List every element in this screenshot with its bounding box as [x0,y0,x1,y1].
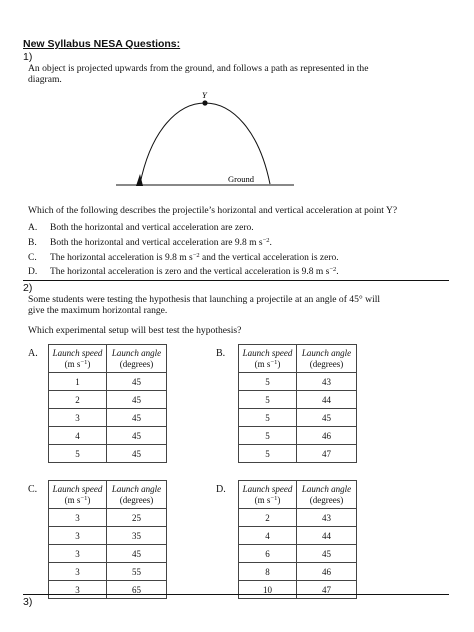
table-row [239,427,357,445]
question-2-stem-line-2: give the maximum horizontal range. [28,305,168,316]
speed-cell: 4 [49,427,107,445]
speed-cell: 3 [49,409,107,427]
angle-cell: 47 [297,581,357,599]
divider-q1-q2 [23,280,449,281]
table-row [239,409,357,427]
table-c [48,480,167,599]
table-row [239,527,357,545]
angle-cell: 45 [107,373,167,391]
speed-cell: 5 [239,445,297,463]
table-row [49,563,167,581]
table-header-row [49,345,167,373]
speed-cell: 3 [49,527,107,545]
header-launch-speed: Launch speed (m $s^{-1}$) [239,345,297,373]
header-launch-angle: Launch angle (degrees) [297,345,357,373]
question-2-number: 2) [23,282,33,294]
option-a-letter: A. [28,223,38,233]
table-header-row [239,481,357,509]
angle-cell: 25 [107,509,167,527]
table-row [49,445,167,463]
table-a-label: A. [28,348,38,359]
speed-cell: 5 [49,445,107,463]
speed-cell: 8 [239,563,297,581]
header-launch-angle: Launch angle (degrees) [107,481,167,509]
table-a [48,344,167,463]
question-2-prompt: Which experimental setup will best test the hypothesis? [28,325,242,336]
angle-cell: 46 [297,563,357,581]
speed-cell: 3 [49,563,107,581]
header-launch-angle: Launch angle (degrees) [107,345,167,373]
option-b-text: Both the horizontal and vertical acceleration are 9.8 m $s^{-2}$. [50,237,272,248]
angle-cell: 35 [107,527,167,545]
table-c-label: C. [28,484,38,495]
table-header-row [239,345,357,373]
angle-cell: 45 [297,409,357,427]
angle-cell: 45 [107,427,167,445]
projectile-trajectory [140,103,270,184]
angle-cell: 47 [297,445,357,463]
angle-cell: 43 [297,373,357,391]
table-row [239,563,357,581]
question-1-number: 1) [23,51,33,63]
table-row [49,409,167,427]
angle-cell: 45 [107,545,167,563]
speed-cell: 3 [49,545,107,563]
speed-cell: 10 [239,581,297,599]
option-b-letter: B. [28,238,37,248]
speed-cell: 3 [49,581,107,599]
option-d-letter: D. [28,267,38,277]
speed-cell: 5 [239,391,297,409]
header-launch-angle: Launch angle (degrees) [297,481,357,509]
table-row [49,427,167,445]
speed-cell: 2 [239,509,297,527]
header-launch-speed: Launch speed (m $s^{-1}$) [239,481,297,509]
speed-cell: 6 [239,545,297,563]
table-d-label: D. [216,484,226,495]
table-b [238,344,357,463]
table-row [239,391,357,409]
speed-cell: 4 [239,527,297,545]
speed-cell: 5 [239,427,297,445]
angle-cell: 45 [107,409,167,427]
angle-cell: 45 [297,545,357,563]
table-row [239,509,357,527]
page-heading: New Syllabus NESA Questions: [23,38,181,50]
angle-cell: 45 [107,445,167,463]
question-1-stem-line-1: An object is projected upwards from the ground, and follows a path as represented in the [28,63,369,74]
option-a-text: Both the horizontal and vertical acceleration are zero. [50,223,254,233]
divider-q2-q3 [23,594,449,595]
table-row [239,581,357,599]
table-row [49,581,167,599]
table-header-row [49,481,167,509]
question-1-stem-line-2: diagram. [28,74,62,85]
angle-cell: 46 [297,427,357,445]
angle-cell: 44 [297,527,357,545]
table-row [239,445,357,463]
option-c-text: The horizontal acceleration is 9.8 m $s^{-2}$ and the vertical acceleration is zero. [50,252,339,263]
projectile-path-diagram [110,88,300,190]
table-row [49,545,167,563]
header-launch-speed: Launch speed (m $s^{-1}$) [49,481,107,509]
table-d [238,480,357,599]
ground-label: Ground [228,174,254,184]
table-b-label: B. [216,348,226,359]
header-launch-speed: Launch speed (m $s^{-1}$) [49,345,107,373]
table-row [239,545,357,563]
option-c-letter: C. [28,253,37,263]
table-row [239,373,357,391]
angle-cell: 65 [107,581,167,599]
table-row [49,509,167,527]
angle-cell: 55 [107,563,167,581]
apex-label: Y [202,90,207,100]
option-d-text: The horizontal acceleration is zero and the vertical acceleration is 9.8 m $s^{-2}$. [50,266,339,277]
speed-cell: 2 [49,391,107,409]
speed-cell: 5 [239,373,297,391]
table-row [49,373,167,391]
angle-cell: 45 [107,391,167,409]
angle-cell: 43 [297,509,357,527]
angle-cell: 44 [297,391,357,409]
apex-point [202,100,207,105]
speed-cell: 3 [49,509,107,527]
table-row [49,527,167,545]
question-3-number: 3) [23,596,33,608]
question-1-prompt: Which of the following describes the projectile’s horizontal and vertical acceleration at point Y? [28,205,398,216]
question-2-stem-line-1: Some students were testing the hypothesis that launching a projectile at an angle of 45° will [28,294,381,305]
table-row [49,391,167,409]
speed-cell: 5 [239,409,297,427]
speed-cell: 1 [49,373,107,391]
